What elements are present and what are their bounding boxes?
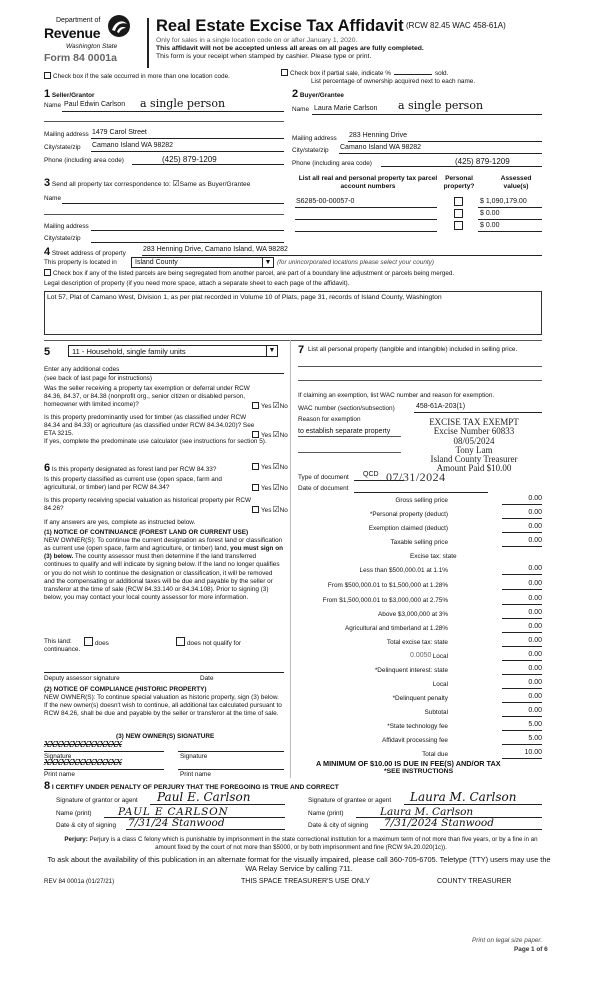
does-label: does — [95, 640, 109, 647]
tax-value-tech-fee[interactable]: 5.00 — [502, 721, 542, 731]
print-legal-note: Print on legal size paper. — [472, 937, 543, 944]
ownership-note: List percentage of ownership acquired next to each name. — [311, 78, 476, 85]
personal-property-checkbox[interactable] — [454, 209, 465, 220]
legal-description-box[interactable] — [44, 291, 542, 335]
personal-property-label: List all personal property (tangible and intangible) included in selling price. — [308, 346, 518, 353]
segregated-label: Check box if any of the listed parcels are being segregated from another parcel, are part of a boundary line adjustment or parcels being merged. — [53, 270, 455, 277]
grantee-name-label: Name (print) — [308, 810, 344, 817]
stamp-line-3: 08/05/2024 — [453, 435, 495, 446]
grantee-date-line — [380, 829, 542, 830]
treasurer-use-label: THIS SPACE TREASURER'S USE ONLY — [241, 878, 370, 885]
located-in-label: This property is located in — [44, 259, 117, 266]
tax-value-penalty[interactable]: 0.00 — [502, 693, 542, 703]
buyer-phone-label: Phone (including area code) — [292, 160, 372, 167]
seller-city-field[interactable]: Camano Island WA 98282 — [92, 142, 174, 149]
checkbox-box[interactable] — [44, 72, 51, 79]
chevron-down-icon[interactable]: ▼ — [262, 258, 273, 267]
header-note-3 — [156, 53, 371, 61]
grantor-sig-line — [150, 804, 285, 805]
title-citation: (RCW 82.45 WAC 458-61A) — [406, 21, 506, 30]
forest-question: Is this property designated as forest land per RCW 84.33? — [51, 466, 217, 473]
owner-name-struck: XXXXXXXXXXXXXX — [44, 758, 122, 768]
continuance-text-a: NEW OWNER(S): To continue the current designation as forest land or classification as current use (open space, farm and agriculture, or timber) land, — [44, 537, 283, 553]
does-not-checkbox[interactable] — [176, 637, 241, 648]
owner-print-label-1: Print name — [44, 771, 75, 778]
seller-phone-field[interactable]: (425) 879-1209 — [162, 155, 217, 164]
q-historic-yes-no[interactable] — [252, 505, 288, 515]
continuance-text-b: you must sign on (3) below. — [44, 545, 284, 561]
dept-label: Department of — [56, 17, 101, 24]
reason-line-2 — [298, 452, 401, 453]
this-land-label: This land: — [44, 638, 72, 645]
personal-property-checkbox[interactable] — [454, 197, 465, 208]
buyer-address-line — [348, 141, 542, 142]
tax-value-bracket-2[interactable]: 0.00 — [502, 580, 542, 590]
grantee-signature: Laura M. Carlson — [410, 790, 517, 804]
assessed-value[interactable]: $ 0.00 — [480, 222, 500, 229]
exemption-question: Was the seller receiving a property tax exemption or deferral under RCW 84.36, 84.37, or 84.38 (nonprofit org., senior citizen or disabled person, homeowner with limited income)? — [44, 385, 250, 408]
owner-print-line-1 — [44, 769, 164, 770]
checkbox-box[interactable] — [281, 69, 288, 76]
buyer-name-handwritten: a single person — [398, 99, 484, 112]
tax-label-total-state: Total excise tax: state — [386, 639, 448, 646]
chevron-down-icon[interactable]: ▼ — [266, 346, 277, 356]
s3-address-label: Mailing address — [44, 223, 89, 230]
no-checkbox-checked[interactable]: ☑ — [272, 401, 280, 410]
tax-label-tech-fee: *State technology fee — [387, 723, 448, 730]
seller-heading-label: Seller/Grantor — [51, 92, 95, 99]
tax-value-total-due[interactable]: 10.00 — [502, 749, 542, 759]
tax-label-total-due: Total due — [422, 751, 448, 758]
grantor-signature: Paul E. Carlson — [157, 790, 251, 804]
perjury-label: Perjury: — [64, 836, 88, 843]
stamp-line-6: Amount Paid $10.00 — [436, 463, 512, 474]
parcel-line — [295, 219, 437, 220]
parcel-col-header: List all real and personal property tax parcel account numbers — [298, 175, 438, 191]
page-title: Real Estate Excise Tax Affidavit — [156, 17, 404, 35]
multi-location-label: Check box if the sale occurred in more than one location code. — [53, 73, 230, 80]
local-rate[interactable]: 0.0050 — [410, 652, 432, 659]
section-number: 2 — [292, 88, 299, 100]
vertical-divider — [290, 340, 291, 778]
assessor-signature-label: Deputy assessor signature — [44, 675, 120, 682]
grantor-printed-name: PAUL E CARLSON — [118, 806, 229, 818]
seller-address-label: Mailing address — [44, 131, 89, 138]
section-number: 1 — [44, 88, 51, 100]
alt-format-notice: To ask about the availability of this publication in an alternate format for the visually impaired, please call 360-705-6705. Teletype (TTY) users may use the WA Relay Service by calling 711. — [47, 855, 551, 874]
parcel-line — [295, 207, 437, 208]
page-number: Page 1 of 6 — [514, 946, 548, 953]
additional-codes-label: Enter any additional codes — [44, 366, 120, 373]
seller-name-line — [62, 111, 284, 112]
tax-value-affidavit-fee[interactable]: 5.00 — [502, 735, 542, 745]
street-address-label: Street address of property — [51, 250, 126, 257]
legal-description-text: Lot 57, Plat of Camano West, Division 1, as per plat recorded in Volume 10 of Plats, page 31, records of Island County, Washington — [47, 294, 442, 301]
tax-label-agricultural: Agricultural and timberland at 1.28% — [344, 625, 448, 632]
wac-line — [414, 412, 542, 413]
seller-name-handwritten: a single person — [140, 97, 226, 110]
q-forest-yes-no[interactable] — [252, 462, 288, 472]
header-note-3-text: This form is your receipt when stamped by cashier. Please type or print. — [156, 53, 372, 60]
continuance-text — [44, 537, 284, 602]
tax-value-gross[interactable]: 0.00 — [502, 495, 542, 505]
seller-name-field[interactable]: Paul Edwin Carlson — [64, 101, 126, 108]
tax-value-interest-state[interactable]: 0.00 — [502, 665, 542, 675]
parcel-number[interactable]: S6285-00-00057-0 — [296, 198, 355, 205]
assessed-value[interactable]: $ 0.00 — [480, 210, 500, 217]
checkbox-box[interactable] — [252, 506, 259, 513]
continuance-text-c: The county assessor must then determine if the land transferred continues to qualify and will indicate by signing below. If the land no longer qualifies or you do not wish to continue the designation or classification, it will be removed and the compensating or additional taxes will be due and payable by the seller or transferor at the time of sale (RCW 84.33.140 or 84.34.108). Prior to signing (3) below, you may contact your local county assessor for more information. — [44, 553, 280, 601]
header-note-1: Only for sales in a single location code on or after January 1, 2020. — [156, 37, 358, 44]
owner-print-line-2 — [178, 769, 284, 770]
section-number: 6 — [44, 462, 51, 474]
if-yes-note: If any answers are yes, complete as instructed below. — [44, 519, 196, 526]
seller-extra-line — [44, 121, 284, 122]
certify-label: I CERTIFY UNDER PENALTY OF PERJURY THAT THE FOREGOING IS TRUE AND CORRECT — [51, 784, 339, 791]
buyer-heading-label: Buyer/Grantee — [299, 92, 344, 99]
personal-property-col-header: Personal property? — [443, 175, 475, 191]
legal-description-label: Legal description of property (if you need more space, attach a separate sheet to each page of the affidavit). — [44, 280, 350, 287]
historic-question: Is this property receiving special valuation as historical property per RCW 84.26? — [44, 497, 252, 512]
stamp-line-5: Island County Treasurer — [430, 454, 518, 465]
grantee-date-city: 7/31/2024 Stanwood — [384, 817, 494, 829]
no-checkbox-checked[interactable]: ☑ — [272, 483, 280, 492]
no-checkbox-checked[interactable]: ☑ — [272, 430, 280, 439]
county-treasurer-label: COUNTY TREASURER — [437, 878, 512, 885]
county-select[interactable] — [131, 257, 274, 268]
does-checkbox[interactable] — [84, 637, 109, 648]
checkbox-box[interactable] — [252, 431, 259, 438]
no-label: No — [279, 403, 288, 410]
sold-label: sold. — [434, 70, 449, 77]
tax-value-agricultural[interactable]: 0.00 — [502, 623, 542, 633]
buyer-address-field[interactable]: 283 Henning Drive — [349, 132, 407, 139]
tax-value-subtotal[interactable]: 0.00 — [502, 707, 542, 717]
continuance-heading: (1) NOTICE OF CONTINUANCE (FOREST LAND OR CURRENT USE) — [44, 529, 249, 536]
tax-value-personal[interactable]: 0.00 — [502, 509, 542, 519]
revision-label: REV 84 0001a (01/27/21) — [44, 878, 115, 885]
personal-property-line — [298, 366, 542, 367]
buyer-city-label: City/state/zip — [292, 147, 329, 154]
predominate-use-note: If yes, complete the predominate use calculator (see instructions for section 5). — [44, 438, 267, 445]
assessed-line — [478, 207, 542, 208]
yes-label: Yes — [261, 464, 272, 471]
section-divider — [44, 340, 542, 341]
does-not-label: does not qualify for — [187, 640, 241, 647]
s3-name-line — [62, 203, 284, 204]
s3-city-label: City/state/zip — [44, 235, 81, 242]
same-as-buyer-checkbox[interactable]: ☑ — [172, 179, 180, 188]
buyer-name-line — [312, 114, 542, 115]
assessor-signature-line — [44, 672, 284, 673]
owner-signature-label-1: Signature — [44, 753, 72, 760]
section-6-heading — [44, 462, 216, 476]
checkbox-box[interactable] — [252, 402, 259, 409]
checkbox-box[interactable] — [176, 637, 185, 646]
tax-label-bracket-2: From $500,000.01 to $1,500,000 at 1.28% — [327, 582, 448, 589]
tax-value-bracket-1[interactable]: 0.00 — [502, 565, 542, 575]
section-number: 4 — [44, 246, 51, 258]
continuance-label: continuance. — [44, 646, 81, 653]
tax-label-personal: *Personal property (deduct) — [369, 511, 448, 518]
grantor-date-label: Date & city of signing — [56, 822, 117, 829]
owner-signature-struck: XXXXXXXXXXXXXX — [44, 740, 122, 750]
buyer-phone-line — [381, 166, 542, 167]
header-note-2: This affidavit will not be accepted unless all areas on all pages are fully completed. — [156, 45, 424, 52]
doc-type-label: Type of document — [298, 474, 349, 481]
header-divider — [147, 18, 149, 68]
checkbox-box[interactable] — [454, 221, 463, 230]
seller-heading — [44, 88, 95, 102]
compliance-text: NEW OWNER(S): To continue special valuation as historic property, sign (3) below. If the new owner(s) doesn't wish to continue, all additional tax calculated pursuant to RCW 84.26, shall be due and payable by the seller or transferor at the time of sale. — [44, 694, 282, 718]
grantee-date-label: Date & city of signing — [308, 822, 369, 829]
agency-logo-text: Revenue — [44, 25, 101, 41]
grantor-sig-label: Signature of grantor or agent — [56, 797, 138, 804]
tax-label-local: Local — [432, 653, 448, 660]
reason-label: Reason for exemption — [298, 416, 361, 423]
q1-yes-no[interactable] — [252, 401, 288, 411]
buyer-name-field[interactable]: Laura Marie Carlson — [314, 105, 378, 112]
tax-label-exemption: Exemption claimed (deduct) — [368, 525, 448, 532]
buyer-city-line — [339, 153, 542, 154]
tax-value-total-state[interactable]: 0.00 — [502, 637, 542, 647]
checkbox-box[interactable] — [44, 269, 51, 276]
excise-state-label: Excise tax: state — [410, 553, 457, 560]
tax-label-bracket-1: Less than $500,000.01 at 1.1% — [359, 567, 448, 574]
timber-question: Is this property predominantly used for timber (as classified under RCW 84.34 and 84.33) or agriculture (as classified under RCW 84.34.020)? See ETA 3215. — [44, 414, 255, 437]
seller-phone-line — [132, 164, 284, 165]
grantor-date-line — [126, 829, 285, 830]
section-number: 7 — [298, 344, 305, 356]
same-as-buyer-label: Same as Buyer/Grantee — [179, 181, 251, 188]
assessed-col-header: Assessed value(s) — [500, 175, 532, 191]
form-number: Form 84 0001a — [44, 52, 117, 64]
tax-label-penalty: *Delinquent penalty — [392, 695, 448, 702]
state-label: Washington State — [66, 43, 118, 50]
grantee-sig-label: Signature of grantee or agent — [308, 797, 392, 804]
seller-city-line — [91, 151, 284, 152]
doc-date-handwritten: 07/31/2024 — [386, 470, 446, 484]
tax-label-bracket-3: From $1,500,000.01 to $3,000,000 at 2.75% — [322, 597, 448, 604]
property-address-field[interactable]: 283 Henning Drive, Camano Island, WA 98282 — [143, 246, 288, 253]
s3-city-line — [91, 242, 284, 243]
no-checkbox-checked[interactable]: ☑ — [272, 462, 280, 471]
buyer-phone-field[interactable]: (425) 879-1209 — [455, 157, 510, 166]
yes-label: Yes — [261, 485, 272, 492]
s3-name-label: Name — [44, 195, 62, 202]
county-note: (for unincorporated locations please select your county) — [277, 259, 435, 266]
grantor-date-city: 7/31/24 Stanwood — [128, 817, 225, 829]
yes-label: Yes — [261, 403, 272, 410]
checkbox-box[interactable] — [252, 463, 259, 470]
owner-signature-line-2 — [178, 751, 284, 752]
seller-address-field[interactable]: 1479 Carol Street — [92, 129, 147, 136]
tax-label-interest-state: *Delinquent interest: state — [374, 667, 448, 674]
checkbox-box[interactable] — [454, 197, 463, 206]
additional-codes-line — [109, 373, 284, 374]
seller-city-label: City/state/zip — [44, 144, 81, 151]
exemption-label: If claiming an exemption, list WAC number and reason for exemption. — [298, 392, 495, 399]
seller-phone-label: Phone (including area code) — [44, 157, 124, 164]
no-label: No — [279, 507, 288, 514]
current-use-question: Is this property classified as current use (open space, farm and agricultural, or timber) land per RCW 84.34? — [44, 476, 222, 491]
perjury-text: Perjury is a class C felony which is punishable by imprisonment in the state correctional institution for a maximum term of not more than five years, or by a fine in an amount fixed by the court of not more than $5000, or by both imprisonment and fine (RCW 9A.20.020(1c)). — [89, 836, 538, 851]
owner-signature-label-2: Signature — [180, 753, 208, 760]
segregated-checkbox[interactable] — [44, 269, 454, 278]
assessed-value[interactable]: $ 1,090,179.00 — [480, 198, 527, 205]
tax-value-bracket-4[interactable]: 0.00 — [502, 609, 542, 619]
doc-type-field[interactable]: QCD — [363, 471, 379, 478]
partial-sale-checkbox[interactable] — [281, 69, 448, 78]
tax-label-taxable: Taxable selling price — [390, 539, 448, 546]
grantee-printed-name: Laura M. Carlson — [380, 806, 474, 818]
stamp-line-4: Tony Lam — [455, 444, 493, 455]
seller-name-label: Name — [44, 102, 62, 109]
checkbox-box[interactable] — [252, 484, 259, 491]
no-label: No — [279, 464, 288, 471]
tax-label-subtotal: Subtotal — [424, 709, 448, 716]
excise-stamp — [404, 418, 544, 474]
seller-address-line — [91, 138, 284, 139]
section-number: 3 — [44, 177, 51, 189]
section-4-heading — [44, 246, 126, 260]
stamp-line-2: Excise Number 60833 — [433, 426, 515, 437]
perjury-notice — [62, 836, 540, 852]
multi-location-checkbox[interactable] — [44, 72, 230, 81]
buyer-name-label: Name — [292, 106, 310, 113]
wac-field[interactable]: 458-61A-203(1) — [416, 403, 466, 410]
no-label: No — [279, 485, 288, 492]
no-label: No — [279, 432, 288, 439]
buyer-heading — [292, 88, 344, 102]
section-3-heading — [44, 177, 250, 191]
parcel-line — [295, 231, 437, 232]
buyer-address-label: Mailing address — [292, 135, 337, 142]
section-number: 5 — [44, 346, 51, 358]
stamp-line-1: EXCISE TAX EXEMPT — [429, 417, 519, 427]
property-address-line — [142, 255, 542, 256]
yes-label: Yes — [261, 432, 272, 439]
tax-value-taxable[interactable]: 0.00 — [502, 537, 542, 547]
tax-value-local[interactable]: 0.00 — [502, 651, 542, 661]
tax-label-gross: Gross selling price — [395, 497, 448, 504]
owner-signature-line-1 — [44, 751, 164, 752]
tax-value-interest-local[interactable]: 0.00 — [502, 679, 542, 689]
s3-label: Send all property tax correspondence to: — [51, 181, 171, 188]
percent-field[interactable] — [394, 74, 432, 75]
grantor-name-label: Name (print) — [56, 810, 92, 817]
personal-property-checkbox[interactable] — [454, 221, 465, 232]
county-value: Island County — [135, 259, 178, 266]
assessor-date-label: Date — [200, 675, 214, 682]
reason-line — [298, 436, 401, 437]
doc-date-label: Date of document — [298, 485, 349, 492]
tax-value-bracket-3[interactable]: 0.00 — [502, 595, 542, 605]
s3-extra-line — [44, 214, 284, 215]
partial-sale-label: Check box if partial sale, indicate % — [290, 70, 391, 77]
checkbox-box[interactable] — [84, 637, 93, 646]
see-instructions-note: *SEE INSTRUCTIONS — [384, 768, 454, 775]
doc-date-line — [354, 492, 488, 493]
personal-property-line-2 — [298, 380, 542, 381]
tax-label-bracket-4: Above $3,000,000 at 3% — [378, 611, 448, 618]
tax-value-exemption[interactable]: 0.00 — [502, 523, 542, 533]
no-checkbox-checked[interactable]: ☑ — [272, 505, 280, 514]
owner-print-label-2: Print name — [180, 771, 211, 778]
s3-address-line — [91, 230, 284, 231]
wac-label: WAC number (section/subsection) — [298, 405, 395, 412]
grantee-sig-line — [404, 804, 542, 805]
buyer-city-field[interactable]: Camano Island WA 98282 — [340, 144, 422, 151]
tax-label-interest-local: Local — [432, 681, 448, 688]
section-number: 8 — [44, 780, 51, 792]
q-current-use-yes-no[interactable] — [252, 483, 288, 493]
compliance-heading: (2) NOTICE OF COMPLIANCE (HISTORIC PROPERTY) — [44, 686, 207, 693]
assessed-line — [478, 219, 542, 220]
new-owner-signature-heading: (3) NEW OWNER(S) SIGNATURE — [116, 733, 215, 740]
use-code-select[interactable] — [68, 345, 278, 357]
revenue-logo-icon — [108, 15, 130, 37]
reason-field[interactable]: to establish separate property — [298, 428, 391, 435]
assessed-line — [478, 231, 542, 232]
tax-label-affidavit-fee: Affidavit processing fee — [382, 737, 448, 744]
yes-label: Yes — [261, 507, 272, 514]
use-code-value: 11 - Household, single family units — [72, 347, 186, 356]
checkbox-box[interactable] — [454, 209, 463, 218]
see-back-note: (see back of last page for instructions) — [44, 375, 152, 382]
minimum-due-note: A MINIMUM OF $10.00 IS DUE IN FEE(S) AND/OR TAX — [316, 759, 501, 768]
